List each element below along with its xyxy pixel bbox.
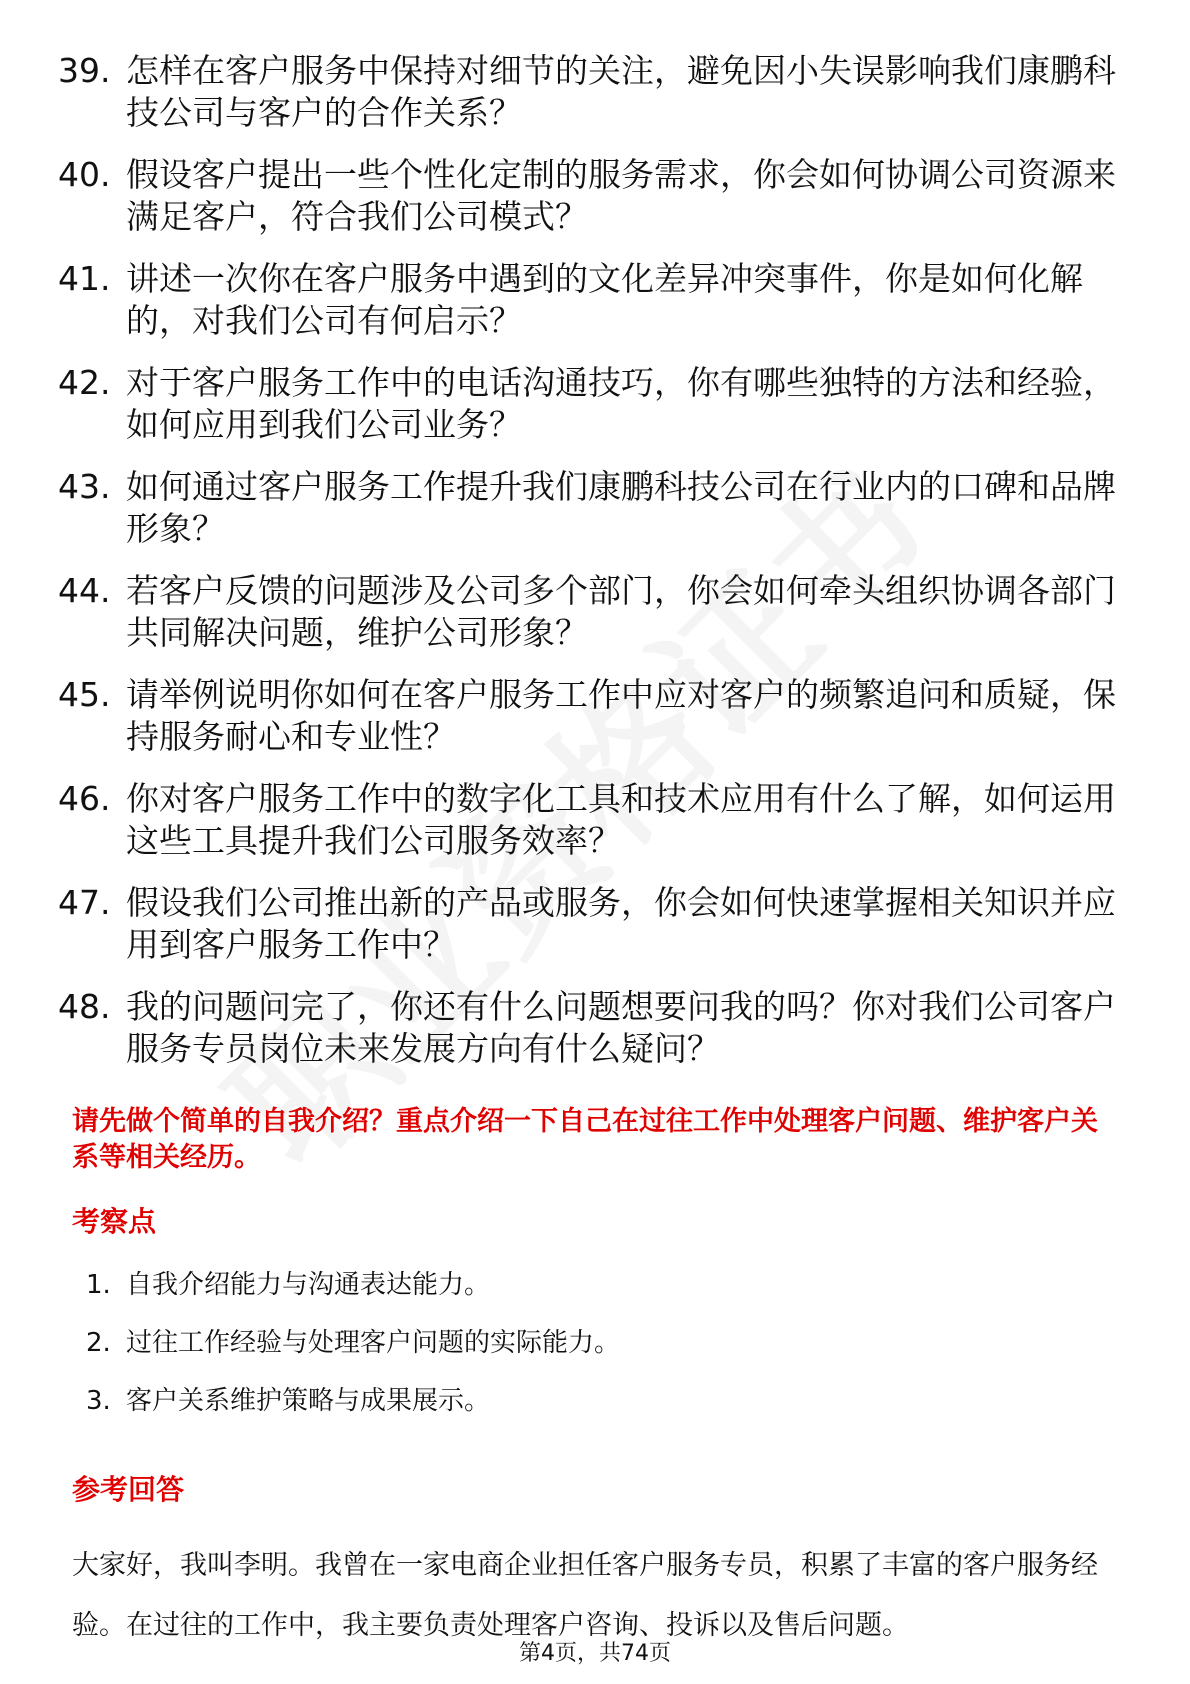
- point-number: 3.: [86, 1386, 111, 1416]
- question-item: [58, 570, 1118, 654]
- point-text: 客户关系维护策略与成果展示。: [126, 1386, 491, 1416]
- question-text: 若客户反馈的问题涉及公司多个部门，你会如何牵头组织协调各部门共同解决问题，维护公司形象？: [126, 571, 1116, 652]
- question-item: [58, 466, 1118, 550]
- assessment-point: [86, 1384, 620, 1418]
- question-text: 讲述一次你在客户服务中遇到的文化差异冲突事件，你是如何化解的，对我们公司有何启示？: [126, 259, 1083, 340]
- question-text: 你对客户服务工作中的数字化工具和技术应用有什么了解，如何运用这些工具提升我们公司服务效率？: [126, 779, 1116, 860]
- point-number: 1.: [86, 1270, 111, 1300]
- interview-question-heading: 请先做个简单的自我介绍？重点介绍一下自己在过往工作中处理客户问题、维护客户关系等相关经历。: [72, 1106, 1098, 1173]
- question-number: 39.: [58, 51, 111, 90]
- question-text: 我的问题问完了，你还有什么问题想要问我的吗？你对我们公司客户服务专员岗位未来发展方向有什么疑问？: [126, 987, 1116, 1068]
- point-text: 过往工作经验与处理客户问题的实际能力。: [126, 1328, 621, 1358]
- reference-answer-heading: 参考回答: [72, 1473, 185, 1506]
- question-number: 48.: [58, 987, 111, 1026]
- question-item: [58, 258, 1118, 342]
- point-text: 自我介绍能力与沟通表达能力。: [126, 1270, 491, 1300]
- question-text: 对于客户服务工作中的电话沟通技巧，你有哪些独特的方法和经验，如何应用到我们公司业务？: [126, 363, 1116, 444]
- question-item: [58, 986, 1118, 1070]
- question-number: 40.: [58, 155, 111, 194]
- question-item: [58, 778, 1118, 862]
- question-number: 42.: [58, 363, 111, 402]
- reference-answer-text: 大家好，我叫李明。我曾在一家电商企业担任客户服务专员，积累了丰富的客户服务经验。在过往的工作中，我主要负责处理客户咨询、投诉以及售后问题。: [72, 1550, 1098, 1641]
- assessment-point: [86, 1268, 620, 1302]
- question-item: [58, 882, 1118, 966]
- question-number: 41.: [58, 259, 111, 298]
- question-item: [58, 362, 1118, 446]
- question-number: 45.: [58, 675, 111, 714]
- question-number: 43.: [58, 467, 111, 506]
- question-text: 请举例说明你如何在客户服务工作中应对客户的频繁追问和质疑，保持服务耐心和专业性？: [126, 675, 1116, 756]
- assessment-points-heading: 考察点: [72, 1205, 157, 1238]
- question-text: 如何通过客户服务工作提升我们康鹏科技公司在行业内的口碑和品牌形象？: [126, 467, 1116, 548]
- question-text: 假设客户提出一些个性化定制的服务需求，你会如何协调公司资源来满足客户，符合我们公司模式？: [126, 155, 1116, 236]
- question-item: [58, 50, 1118, 134]
- assessment-points-list: [86, 1268, 620, 1442]
- question-number: 44.: [58, 571, 111, 610]
- question-number: 47.: [58, 883, 111, 922]
- question-list: [58, 50, 1118, 1090]
- question-text: 假设我们公司推出新的产品或服务，你会如何快速掌握相关知识并应用到客户服务工作中？: [126, 883, 1116, 964]
- point-number: 2.: [86, 1328, 111, 1358]
- question-item: [58, 674, 1118, 758]
- question-number: 46.: [58, 779, 111, 818]
- assessment-point: [86, 1326, 620, 1360]
- question-text: 怎样在客户服务中保持对细节的关注，避免因小失误影响我们康鹏科技公司与客户的合作关系？: [126, 51, 1116, 132]
- question-item: [58, 154, 1118, 238]
- page-footer: 第4页，共74页: [519, 1641, 671, 1666]
